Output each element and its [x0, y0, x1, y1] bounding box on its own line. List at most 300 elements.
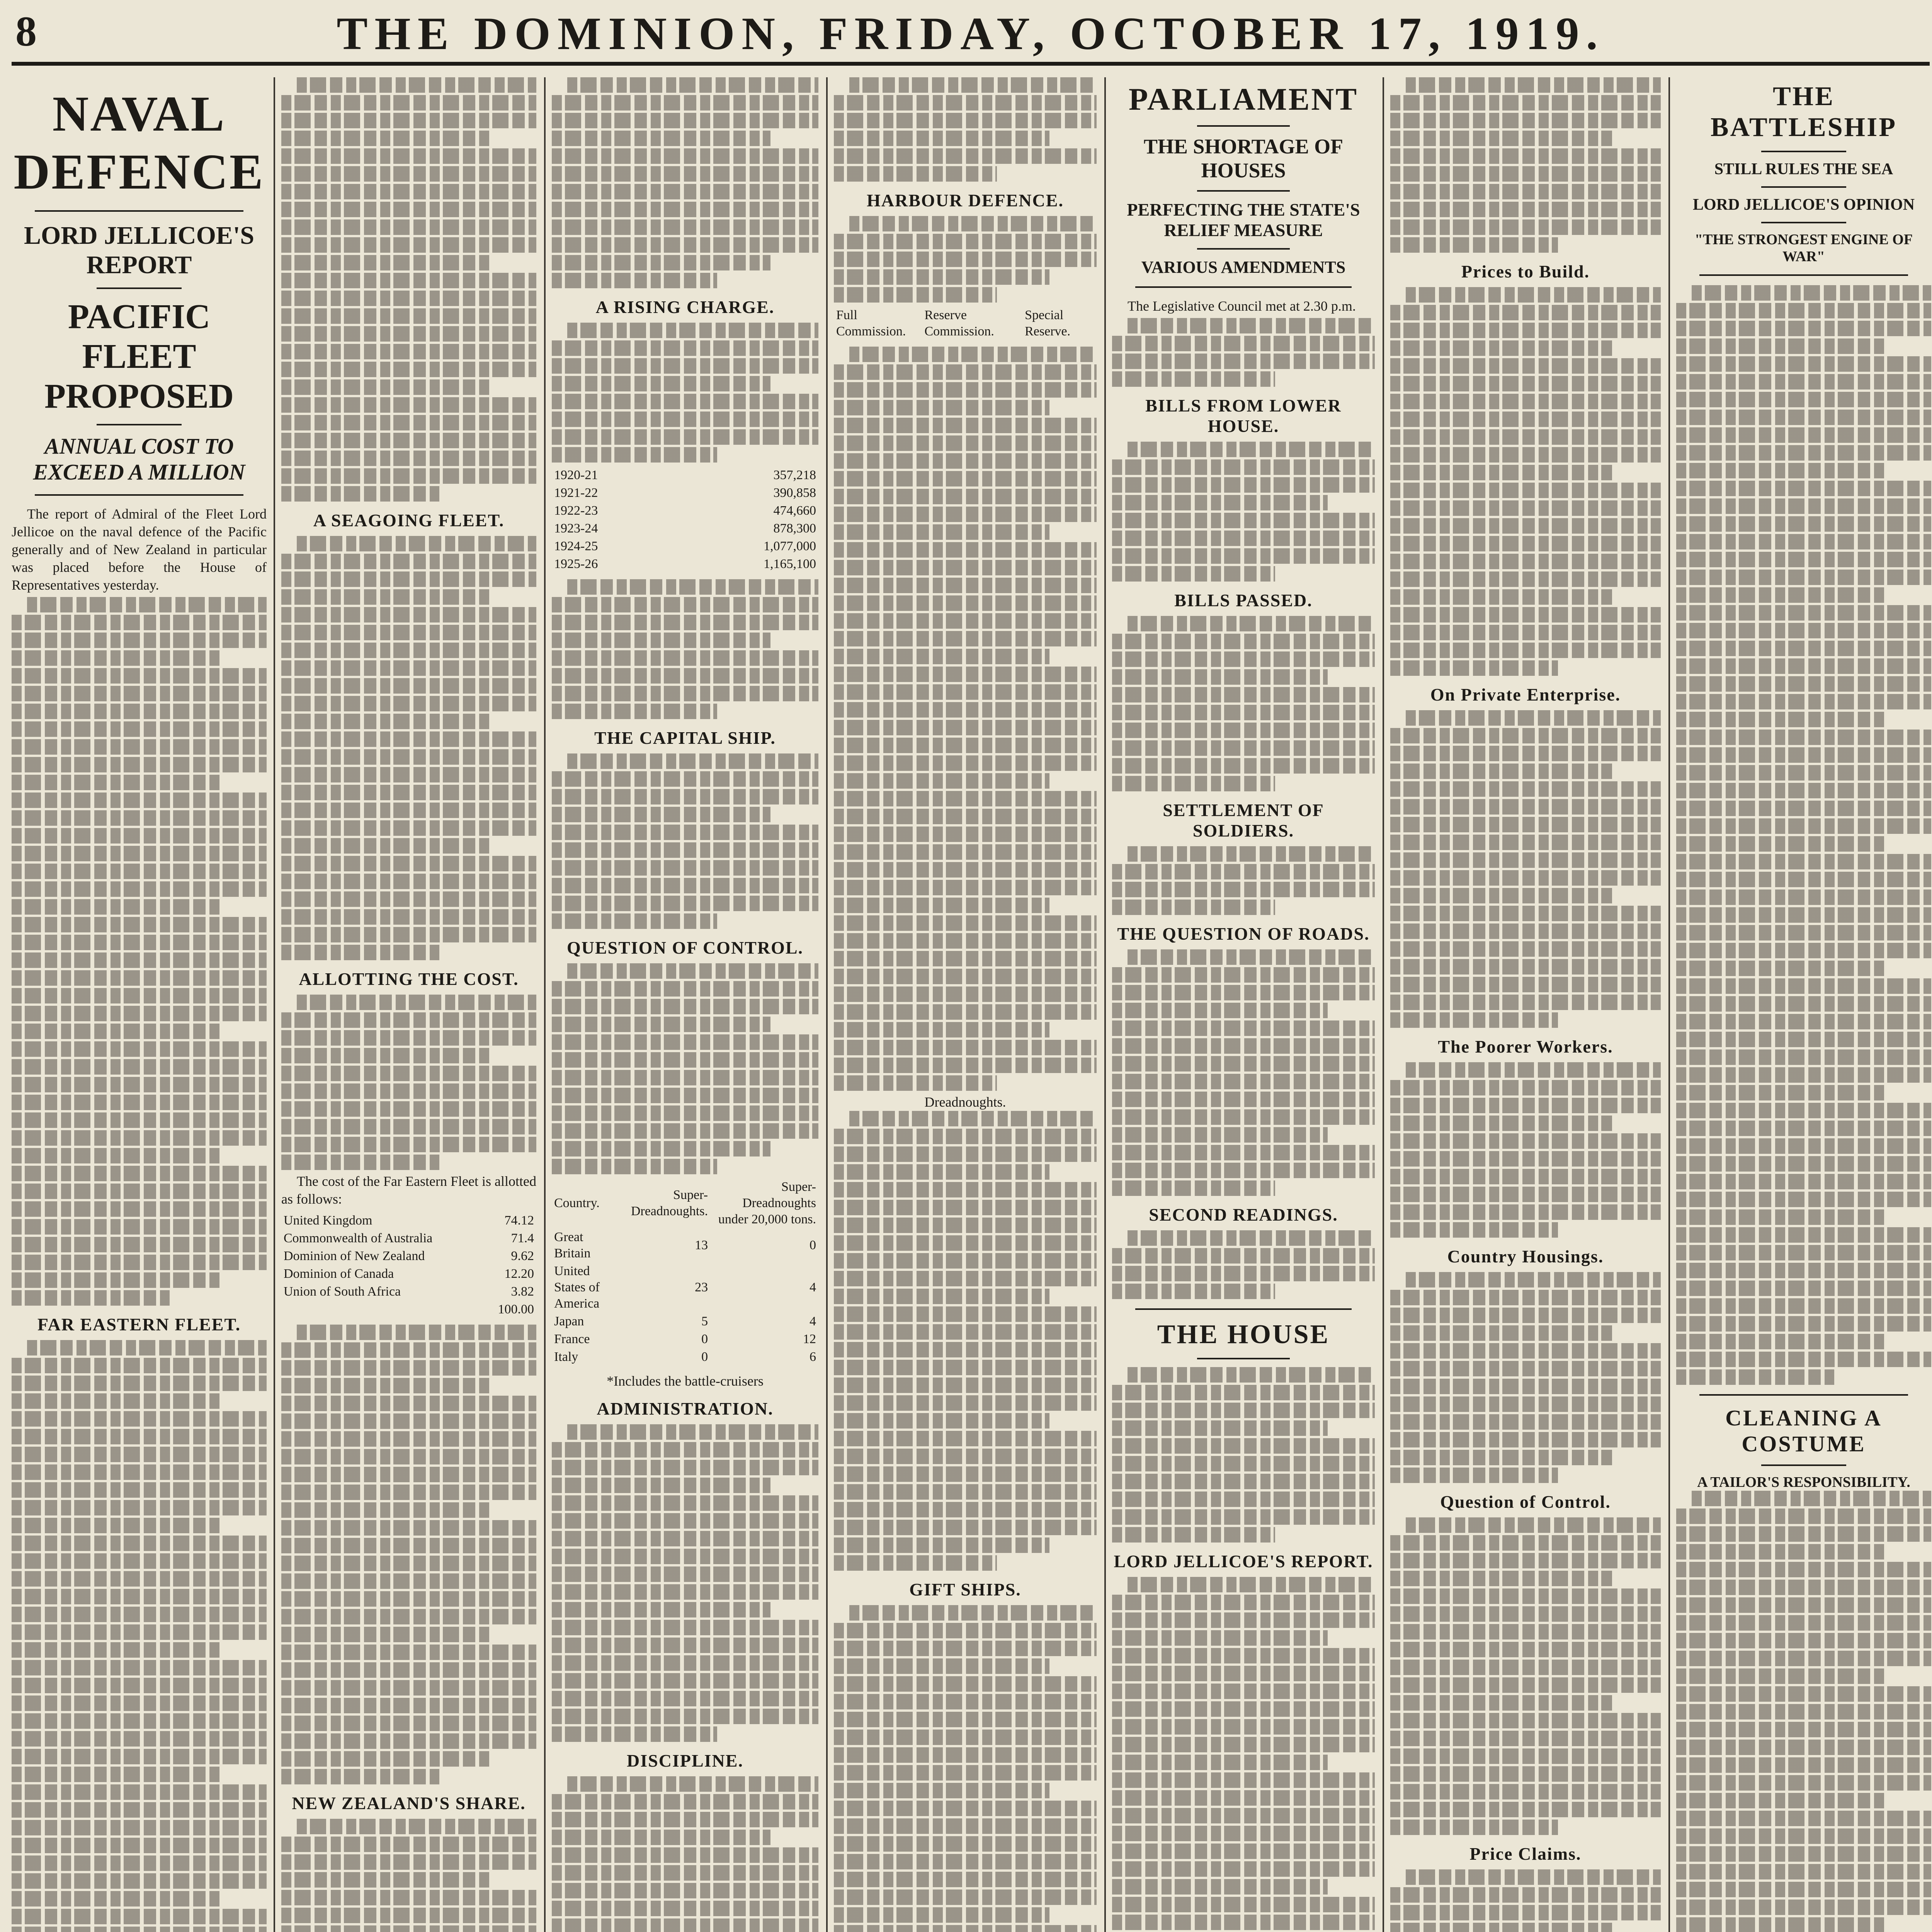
- text-line: [1390, 1677, 1661, 1693]
- text-line: [1676, 1227, 1931, 1243]
- text-line: [552, 166, 818, 182]
- text-line: [1390, 1343, 1661, 1359]
- text-line: [1676, 623, 1931, 638]
- text-line: [1390, 1660, 1661, 1675]
- text-line: [1676, 747, 1931, 763]
- table-cell: Great Britain: [554, 1230, 591, 1260]
- separator: [1197, 190, 1290, 192]
- text-line: [1112, 1648, 1375, 1663]
- text-line: [1390, 1379, 1661, 1394]
- text-line: [1676, 1103, 1931, 1118]
- text-line: [552, 1602, 770, 1617]
- text-line: [834, 1146, 1097, 1162]
- text-line: [552, 1070, 818, 1085]
- text-line: [12, 1464, 267, 1480]
- text-line: [834, 1872, 1097, 1887]
- text-line: [1128, 616, 1375, 631]
- text-line: [1676, 1580, 1931, 1595]
- text-line: [281, 571, 536, 587]
- text-line: [1676, 1562, 1931, 1577]
- text-line: [1676, 1263, 1931, 1278]
- text-line: [281, 1155, 439, 1170]
- text-line: [1390, 977, 1661, 992]
- text-line: [1390, 1606, 1661, 1622]
- text-line: [834, 1502, 1097, 1517]
- text-line: [1112, 495, 1328, 510]
- text-line: [281, 767, 536, 782]
- text-line: [1390, 1169, 1661, 1184]
- text-line: [12, 1148, 221, 1163]
- table-cell: 1925-26: [554, 557, 598, 571]
- text-line: [1390, 1571, 1612, 1586]
- article-text: [1112, 442, 1375, 582]
- text-line: [552, 913, 717, 929]
- text-line: [1112, 723, 1375, 738]
- text-line: [1390, 571, 1661, 587]
- rising-charge-table: [552, 466, 818, 573]
- table-cell: [281, 1301, 483, 1318]
- text-line: [834, 435, 1097, 451]
- section-kicker: SECOND READINGS.: [1149, 1205, 1338, 1225]
- table-cell: 12.20: [504, 1267, 534, 1281]
- text-line: [1692, 285, 1931, 301]
- text-line: [1112, 531, 1375, 546]
- text-line: [281, 219, 536, 235]
- text-line: [1676, 1245, 1931, 1260]
- text-line: [1676, 836, 1885, 852]
- text-line: [281, 820, 536, 836]
- text-line: [1390, 429, 1661, 445]
- text-line: [1112, 566, 1275, 582]
- section-kicker: HARBOUR DEFENCE.: [867, 190, 1064, 210]
- harbour-table: [834, 306, 1097, 340]
- article-text: [834, 1111, 1097, 1571]
- text-line: [281, 1485, 536, 1500]
- text-line: [552, 447, 717, 463]
- text-line: [1112, 1020, 1375, 1036]
- text-line: [1676, 996, 1931, 1012]
- section-kicker: THE QUESTION OF ROADS.: [1117, 924, 1370, 944]
- article-text: [1112, 949, 1375, 1196]
- text-line: [12, 970, 267, 986]
- text-line: [1676, 925, 1931, 940]
- text-line: [834, 1466, 1097, 1482]
- text-line: [1676, 1757, 1931, 1773]
- text-line: [12, 1802, 267, 1818]
- text-line: [834, 1289, 1049, 1304]
- text-line: [1676, 889, 1931, 905]
- table-row: [281, 1265, 536, 1283]
- table-note: *Includes the battle-cruisers: [607, 1373, 764, 1389]
- text-line: [1128, 1367, 1375, 1383]
- text-line: [552, 825, 818, 840]
- text-line: [281, 1012, 536, 1028]
- text-line: [1112, 740, 1375, 756]
- text-line: [834, 578, 1097, 593]
- column-rule: [1383, 77, 1384, 1932]
- text-line: [834, 95, 1097, 111]
- text-line: [1112, 1456, 1375, 1471]
- text-line: [1390, 148, 1661, 164]
- table-cell: 9.62: [511, 1249, 534, 1263]
- text-line: [1676, 854, 1931, 869]
- table-cell: 100.00: [498, 1302, 534, 1316]
- text-line: [281, 1854, 536, 1870]
- text-line: [281, 1413, 536, 1429]
- text-line: [1390, 764, 1612, 779]
- text-line: [834, 453, 1097, 469]
- text-line: [12, 1447, 267, 1462]
- text-line: [1112, 669, 1328, 685]
- text-line: [834, 1182, 1097, 1197]
- text-line: [1390, 870, 1661, 886]
- text-line: [281, 1538, 536, 1553]
- text-line: [12, 1272, 221, 1288]
- text-line: [281, 237, 536, 253]
- text-line: [834, 667, 1097, 682]
- text-line: [281, 433, 536, 448]
- text-line: [12, 1927, 267, 1932]
- text-line: [834, 898, 1049, 913]
- text-line: [552, 273, 717, 288]
- article-text: [1390, 287, 1661, 676]
- text-line: [834, 364, 1097, 380]
- text-line: [552, 219, 818, 235]
- text-line: [281, 731, 536, 747]
- text-line: [1676, 872, 1931, 887]
- text-line: [1390, 166, 1661, 182]
- table-header: Super-Dreadnoughts.: [631, 1188, 708, 1218]
- text-line: [1406, 1272, 1661, 1287]
- text-line: [1112, 371, 1275, 387]
- text-line: [281, 1030, 536, 1046]
- text-line: [834, 1783, 1049, 1798]
- table-caption: Dreadnoughts.: [924, 1094, 1006, 1110]
- text-line: [1390, 1588, 1661, 1604]
- text-line: [552, 1865, 818, 1881]
- text-line: [12, 899, 221, 915]
- text-line: [12, 881, 267, 897]
- text-line: [1676, 907, 1931, 923]
- text-line: [834, 1058, 1097, 1073]
- text-line: [281, 1449, 536, 1464]
- text-line: [1112, 1737, 1375, 1752]
- text-line: [552, 1638, 818, 1653]
- text-line: [1676, 1085, 1885, 1100]
- text-line: [834, 382, 1097, 398]
- text-line: [281, 803, 536, 818]
- text-line: [1676, 516, 1931, 532]
- text-line: [1112, 1074, 1375, 1089]
- article-text: [1390, 1272, 1661, 1483]
- text-line: [1112, 1109, 1375, 1125]
- text-line: [1676, 1846, 1931, 1862]
- text-line: [1112, 354, 1375, 369]
- text-line: [1676, 1686, 1931, 1702]
- text-line: [12, 1077, 267, 1092]
- article-text: [552, 753, 818, 929]
- table-cell: 74.12: [504, 1213, 534, 1228]
- text-line: [1112, 1879, 1328, 1895]
- text-line: [281, 1137, 536, 1152]
- text-line: [552, 1830, 770, 1845]
- text-line: [1112, 1403, 1375, 1418]
- text-line: [12, 935, 267, 950]
- text-line: [552, 1566, 818, 1582]
- text-line: [834, 1484, 1097, 1500]
- text-line: [12, 668, 267, 684]
- text-line: [12, 1553, 267, 1569]
- text-line: [1390, 959, 1661, 975]
- text-line: [834, 933, 1097, 949]
- text-line: [834, 1129, 1097, 1144]
- separator: [1761, 151, 1846, 152]
- text-line: [12, 775, 221, 790]
- text-line: [1390, 95, 1661, 111]
- text-line: [1390, 1731, 1661, 1746]
- text-line: [567, 753, 818, 769]
- text-line: [1676, 1882, 1931, 1897]
- table-cell: 12: [803, 1332, 816, 1346]
- text-line: [1112, 1808, 1375, 1823]
- text-line: [12, 1201, 267, 1217]
- text-line: [1676, 1192, 1931, 1207]
- text-line: [834, 702, 1097, 718]
- text-line: [834, 915, 1097, 931]
- text-line: [281, 291, 536, 306]
- text-line: [12, 1112, 267, 1128]
- text-line: [1676, 552, 1931, 567]
- text-line: [1112, 985, 1375, 1000]
- text-line: [1112, 1844, 1375, 1859]
- column-rule: [826, 77, 828, 1932]
- text-line: [1676, 338, 1885, 354]
- text-line: [12, 1536, 267, 1551]
- column-parliament: [1112, 77, 1375, 1932]
- text-line: [1112, 1003, 1328, 1018]
- text-line: [281, 1716, 536, 1731]
- text-line: [1676, 1722, 1931, 1737]
- separator: [35, 494, 243, 496]
- text-line: [1390, 1535, 1661, 1551]
- text-line: [1112, 864, 1375, 879]
- text-line: [281, 486, 439, 502]
- text-line: [834, 1818, 1097, 1834]
- text-line: [1676, 943, 1931, 958]
- article-text: [281, 1819, 536, 1932]
- text-line: [552, 1549, 818, 1564]
- text-line: [1390, 941, 1661, 957]
- text-line: [1676, 1156, 1931, 1172]
- text-line: [1676, 463, 1885, 478]
- text-line: [834, 1324, 1097, 1340]
- text-line: [1676, 1281, 1931, 1296]
- article-text: [281, 995, 536, 1170]
- text-line: [281, 589, 490, 605]
- text-line: [1676, 1900, 1931, 1915]
- table-cell: Commonwealth of Australia: [284, 1231, 433, 1245]
- text-line: [834, 131, 1049, 146]
- text-line: [1390, 1396, 1661, 1412]
- text-line: [281, 1908, 536, 1923]
- text-line: [1676, 570, 1931, 585]
- text-line: [1676, 1775, 1931, 1791]
- text-line: [12, 650, 221, 666]
- article-text: [552, 579, 818, 719]
- text-line: [552, 1052, 818, 1068]
- text-line: [1112, 1438, 1375, 1454]
- text-line: [834, 844, 1097, 860]
- text-line: [1390, 625, 1661, 640]
- text-line: [834, 1271, 1097, 1286]
- column-rule: [1668, 77, 1670, 1932]
- section-kicker: Prices to Build.: [1461, 262, 1590, 281]
- text-line: [281, 1837, 536, 1852]
- text-line: [297, 77, 536, 93]
- section-kicker: A RISING CHARGE.: [595, 297, 775, 317]
- text-line: [12, 1589, 267, 1604]
- text-line: [552, 412, 818, 427]
- text-line: [1112, 1385, 1375, 1400]
- table-cell: 1920-21: [554, 468, 598, 482]
- table-cell: 474,660: [773, 503, 816, 518]
- text-line: [834, 1801, 1097, 1816]
- column-naval-forest: [552, 77, 818, 1932]
- table-row: [281, 1283, 536, 1301]
- separator: [1761, 186, 1846, 188]
- battleship-subhead-2: LORD JELLICOE'S OPINION: [1692, 196, 1915, 214]
- text-line: [834, 1235, 1097, 1251]
- text-line: [567, 323, 818, 338]
- separator: [1197, 125, 1290, 127]
- article-text: [1676, 285, 1931, 1385]
- text-line: [12, 615, 267, 630]
- text-line: [1390, 340, 1612, 356]
- article-text: [1112, 846, 1375, 915]
- table-cell: Italy: [554, 1350, 578, 1364]
- text-line: [834, 1925, 1097, 1932]
- text-line: [281, 166, 536, 182]
- text-line: [12, 1660, 267, 1675]
- article-text: [281, 1325, 536, 1784]
- text-line: [834, 1413, 1049, 1429]
- text-line: [1390, 1748, 1661, 1764]
- text-line: [834, 1360, 1097, 1375]
- text-line: [1676, 1811, 1931, 1826]
- text-line: [281, 308, 536, 324]
- table-row: [552, 1348, 818, 1366]
- text-line: [1112, 1420, 1328, 1436]
- text-line: [1112, 1180, 1275, 1196]
- text-line: [552, 1531, 818, 1546]
- text-line: [1390, 323, 1661, 338]
- text-line: [834, 489, 1097, 504]
- text-line: [552, 999, 818, 1014]
- text-line: [834, 1889, 1097, 1905]
- text-line: [12, 739, 267, 755]
- text-line: [281, 255, 490, 270]
- separator: [1197, 248, 1290, 250]
- text-line: [12, 1731, 267, 1747]
- text-line: [1676, 1316, 1931, 1332]
- table-row: [281, 1230, 536, 1247]
- text-line: [1676, 978, 1931, 994]
- text-line: [27, 1340, 267, 1355]
- text-line: [281, 273, 536, 288]
- section-kicker: THE CAPITAL SHIP.: [594, 728, 776, 748]
- text-line: [12, 704, 267, 719]
- text-line: [1390, 447, 1661, 463]
- naval-headline: NAVAL DEFENCE: [14, 86, 265, 200]
- separator: [97, 424, 182, 425]
- text-line: [834, 1836, 1097, 1852]
- article-text: [834, 347, 1097, 1091]
- text-line: [834, 1747, 1097, 1763]
- text-line: [834, 1730, 1097, 1745]
- text-line: [1128, 846, 1375, 862]
- table-cell: 71.4: [511, 1231, 534, 1245]
- text-line: [1390, 1325, 1612, 1341]
- text-line: [834, 542, 1097, 558]
- text-line: [1676, 1334, 1885, 1349]
- text-line: [281, 678, 536, 694]
- text-line: [1390, 1695, 1612, 1711]
- text-line: [552, 113, 818, 128]
- text-line: [1676, 481, 1931, 496]
- text-line: [12, 1642, 221, 1658]
- text-line: [1112, 1492, 1375, 1507]
- text-line: [1112, 1595, 1375, 1610]
- text-line: [1676, 605, 1931, 621]
- text-line: [281, 945, 439, 960]
- section-kicker: GIFT SHIPS.: [909, 1580, 1021, 1599]
- text-line: [552, 1620, 818, 1635]
- table-row: [281, 1247, 536, 1265]
- text-line: [281, 1698, 536, 1713]
- text-line: [834, 560, 1097, 575]
- text-line: [834, 1431, 1097, 1446]
- text-line: [281, 148, 536, 164]
- table-cell: Dominion of New Zealand: [284, 1249, 425, 1263]
- text-line: [1676, 801, 1931, 816]
- text-line: [12, 1482, 267, 1498]
- text-line: [834, 1342, 1097, 1357]
- text-line: [1676, 427, 1931, 443]
- text-line: [1390, 728, 1661, 743]
- text-line: [834, 1520, 1097, 1535]
- text-line: [1676, 1369, 1834, 1385]
- text-line: [281, 95, 536, 111]
- text-line: [1390, 1361, 1661, 1376]
- masthead-rule: [12, 62, 1930, 66]
- text-line: [834, 1040, 1097, 1055]
- text-line: [552, 1883, 818, 1898]
- text-line: [1112, 1684, 1375, 1699]
- text-line: [1676, 783, 1931, 798]
- text-line: [1406, 1869, 1661, 1885]
- text-line: [1676, 730, 1931, 745]
- text-line: [12, 1255, 267, 1270]
- text-line: [1390, 113, 1661, 128]
- text-line: [1112, 1284, 1275, 1299]
- text-line: [1676, 1067, 1931, 1083]
- text-line: [552, 650, 818, 666]
- article-text: [1112, 1577, 1375, 1932]
- text-line: [1406, 1062, 1661, 1078]
- text-line: [281, 927, 536, 942]
- text-line: [834, 1306, 1097, 1322]
- text-line: [834, 1694, 1097, 1709]
